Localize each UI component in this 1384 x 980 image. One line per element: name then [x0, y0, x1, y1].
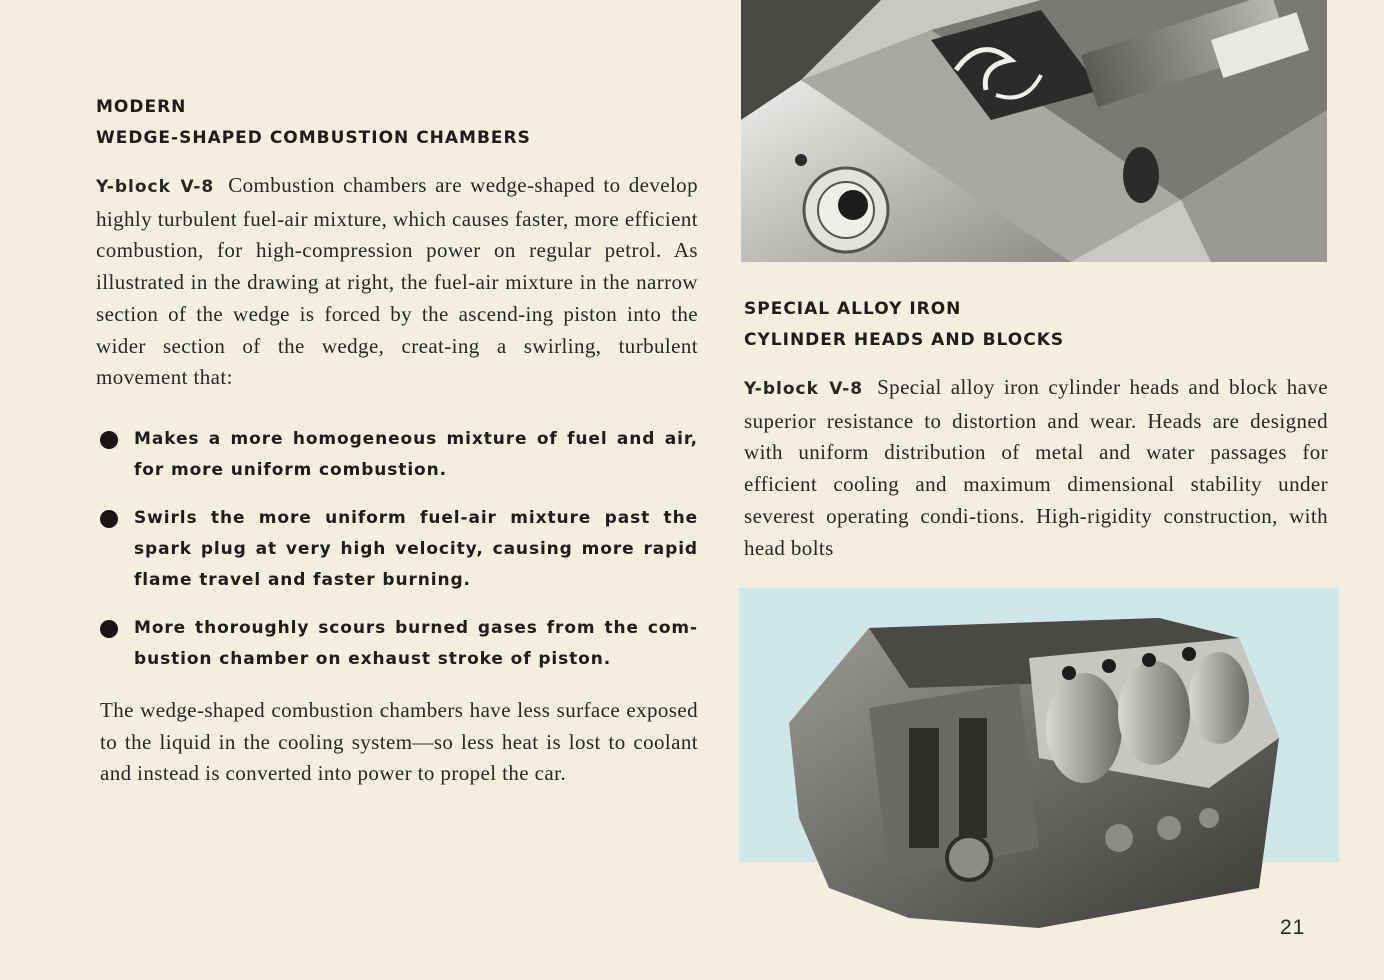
page-number: 21: [1280, 916, 1306, 939]
combustion-chamber-photo: [741, 0, 1327, 262]
bullet-icon: [100, 431, 118, 449]
benefit-text: More thoroughly scours burned gases from the com-bustion chamber on exhaust stroke of piston.: [134, 617, 698, 669]
bullet-icon: [100, 620, 118, 638]
section-heading-line1: SPECIAL ALLOY IRON: [744, 299, 962, 319]
intro-paragraph: [96, 170, 698, 394]
section-heading-line2: CYLINDER HEADS AND BLOCKS: [744, 330, 1065, 350]
alloy-iron-section: [744, 294, 1328, 564]
section-heading-line1: MODERN: [96, 97, 187, 117]
alloy-paragraph: [744, 372, 1328, 564]
alloy-text: Special alloy iron cylinder heads and block have superior resistance to distortion and wear. Heads are designed with uniform distribution of metal and water passages for efficient cooling and maximum dimensional stability under severest operating condi-tions. High-rigidity construction, with head bolts: [744, 375, 1328, 560]
combustion-chambers-section: [96, 92, 698, 790]
section-heading-line2: WEDGE-SHAPED COMBUSTION CHAMBERS: [96, 128, 531, 148]
benefit-item: [96, 503, 698, 596]
model-lead: Y-block V-8: [744, 379, 864, 399]
benefit-text: Swirls the more uniform fuel-air mixture past the spark plug at very high velocity, causing more rapid flame travel and faster burning.: [134, 507, 698, 590]
bullet-icon: [100, 510, 118, 528]
benefit-item: [96, 424, 698, 486]
benefit-item: [96, 613, 698, 675]
benefit-text: Makes a more homogeneous mixture of fuel and air, for more uniform combustion.: [134, 428, 698, 480]
engine-block-illustration: [739, 588, 1339, 934]
closing-paragraph: The wedge-shaped combustion chambers have less surface exposed to the liquid in the cooling system—so less heat is lost to coolant and instead is converted into power to propel the car.: [100, 697, 698, 786]
intro-text: Combustion chambers are wedge-shaped to develop highly turbulent fuel-air mixture, which causes faster, more efficient combustion, for high-compression power on regular petrol. As illustrated in the drawing at right, the fuel-air mixture in the narrow section of the wedge is forced by the ascend-ing piston into the wider section of the wedge, creat-ing a swirling, turbulent movement that:: [96, 173, 698, 390]
combustion-chamber-illustration: [741, 0, 1327, 262]
benefit-list: [96, 424, 698, 675]
model-lead: Y-block V-8: [96, 177, 215, 197]
